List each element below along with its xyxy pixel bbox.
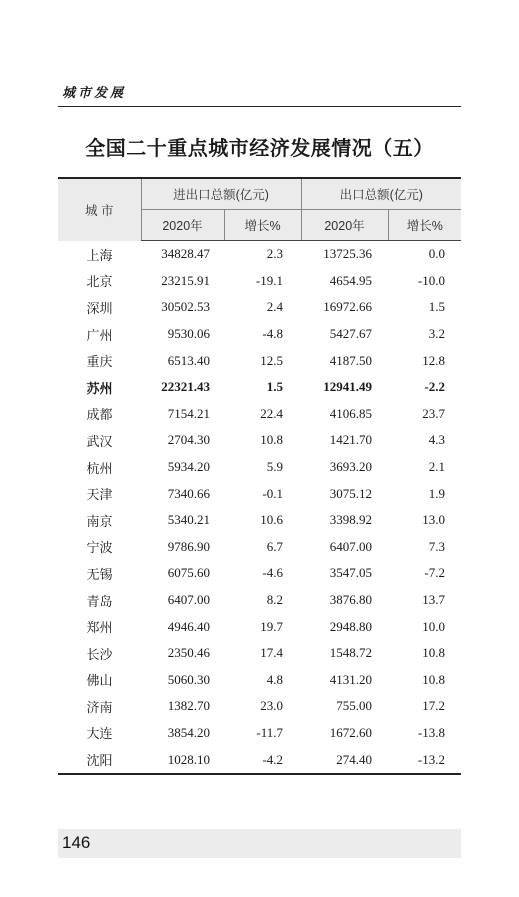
total-growth-cell: 4.8 [266,671,283,687]
total-growth-cell: 6.7 [266,538,283,554]
table-row [58,667,461,694]
total-trade-cell: 2350.46 [167,645,210,661]
city-cell: 天津 [86,488,113,504]
total-growth-cell: 10.6 [260,512,283,528]
table-row [58,268,461,295]
total-growth-cell: 19.7 [260,618,283,634]
export-growth-cell: 7.3 [428,538,445,554]
table-row [58,401,461,428]
total-growth-cell: -4.8 [262,326,283,342]
total-growth-cell: -4.6 [262,565,283,581]
export-cell: 5427.67 [329,326,372,342]
export-growth-cell: 10.0 [422,618,445,634]
total-growth-cell: 23.0 [260,698,283,714]
table-row [58,693,461,720]
table-row [58,480,461,507]
export-cell: 4187.50 [329,352,372,368]
total-growth-cell: 2.3 [266,246,283,262]
export-cell: 4106.85 [329,405,372,421]
page-number: 146 [62,833,91,852]
city-cell: 重庆 [86,355,113,371]
city-cell: 大连 [86,727,113,743]
city-cell: 北京 [86,275,113,291]
total-trade-cell: 22321.43 [161,379,210,395]
total-trade-cell: 6075.60 [167,565,210,581]
city-cell: 杭州 [86,461,113,477]
total-growth-cell: 8.2 [266,592,283,608]
city-cell: 广州 [86,328,113,344]
export-growth-cell: 1.5 [428,299,445,315]
table-row [58,507,461,534]
table-body [58,241,461,774]
total-trade-cell: 7340.66 [167,485,210,501]
total-trade-cell: 7154.21 [167,405,210,421]
total-trade-cell: 9530.06 [167,326,210,342]
table-row [58,587,461,614]
city-cell: 济南 [86,700,113,716]
city-cell: 长沙 [86,647,113,663]
footer-bar [58,829,461,858]
table-row [58,347,461,374]
export-cell: 3398.92 [329,512,372,528]
total-trade-cell: 3854.20 [167,724,210,740]
city-cell: 青岛 [86,594,113,610]
city-cell: 郑州 [86,621,113,637]
total-growth-cell: -19.1 [255,272,283,288]
total-growth-cell: 17.4 [260,645,283,661]
export-growth-cell: 17.2 [422,698,445,714]
table-row [58,640,461,667]
export-growth-cell: -13.2 [388,746,461,774]
table-row [58,241,461,268]
export-growth-cell: 2.1 [428,459,445,475]
table-row [58,534,461,561]
header-rule [58,106,461,107]
total-trade-cell: 5060.30 [167,671,210,687]
total-growth-cell: 10.8 [260,432,283,448]
export-cell: 6407.00 [329,538,372,554]
table-row [58,294,461,321]
total-trade-cell: 6513.40 [167,352,210,368]
export-growth-cell: 13.7 [422,592,445,608]
table-row [58,560,461,587]
table-row [58,374,461,401]
total-trade-cell: 5934.20 [167,459,210,475]
city-cell: 佛山 [86,674,113,690]
total-growth-cell: -11.7 [256,724,283,740]
total-growth-header: 增长% [224,210,301,241]
total-growth-cell: 22.4 [260,405,283,421]
export-growth-cell: 10.8 [422,645,445,661]
city-cell: 无锡 [86,567,113,583]
total-trade-cell: 6407.00 [167,592,210,608]
export-group-header: 出口总额(亿元) [301,178,461,210]
export-growth-cell: 1.9 [428,485,445,501]
total-growth-cell: -4.2 [224,746,301,774]
export-cell: 1421.70 [329,432,372,448]
export-growth-cell: -13.8 [417,724,445,740]
total-growth-cell: 5.9 [266,459,283,475]
total-trade-cell: 30502.53 [161,299,210,315]
city-trade-table [58,177,461,775]
export-cell: 4654.95 [329,272,372,288]
export-growth-cell: 3.2 [428,326,445,342]
export-cell: 2948.80 [329,618,372,634]
city-cell: 成都 [86,408,113,424]
total-trade-cell: 5340.21 [167,512,210,528]
city-cell: 宁波 [86,541,113,557]
export-cell: 3075.12 [329,485,372,501]
page-title: 全国二十重点城市经济发展情况（五） [85,136,434,160]
city-cell: 苏州 [86,381,113,397]
city-cell: 沈阳 [58,746,141,774]
export-growth-cell: -7.2 [424,565,445,581]
export-growth-cell: 12.8 [422,352,445,368]
export-growth-cell: 0.0 [428,246,445,262]
export-cell: 4131.20 [329,671,372,687]
table-row [58,746,461,774]
total-trade-cell: 4946.40 [167,618,210,634]
city-column-header: 城 市 [58,178,141,241]
table-row [58,321,461,348]
total-growth-cell: -0.1 [262,485,283,501]
export-cell: 755.00 [336,698,372,714]
total-trade-cell: 34828.47 [161,246,210,262]
table-row [58,427,461,454]
export-cell: 16972.66 [323,299,372,315]
total-trade-cell: 9786.90 [167,538,210,554]
table-row [58,613,461,640]
total-trade-cell: 2704.30 [167,432,210,448]
export-cell: 13725.36 [323,246,372,262]
table-row [58,454,461,481]
section-label: 城市发展 [62,86,127,101]
export-growth-cell: 23.7 [422,405,445,421]
table-row [58,720,461,747]
export-growth-cell: -2.2 [424,379,445,395]
total-trade-cell: 1382.70 [167,698,210,714]
total-year-header: 2020年 [141,210,224,241]
total-growth-cell: 2.4 [266,299,283,315]
total-growth-cell: 1.5 [266,379,283,395]
export-cell: 3876.80 [329,592,372,608]
export-cell: 274.40 [301,746,388,774]
export-growth-cell: 10.8 [422,671,445,687]
export-year-header: 2020年 [301,210,388,241]
export-cell: 1548.72 [329,645,372,661]
export-cell: 3547.05 [329,565,372,581]
total-trade-cell: 1028.10 [141,746,224,774]
export-cell: 3693.20 [329,459,372,475]
export-growth-header: 增长% [388,210,461,241]
city-cell: 上海 [86,248,113,264]
city-cell: 深圳 [86,301,113,317]
total-trade-group-header: 进出口总额(亿元) [141,178,301,210]
export-growth-cell: -10.0 [417,272,445,288]
city-cell: 武汉 [86,434,113,450]
export-growth-cell: 13.0 [422,512,445,528]
export-cell: 1672.60 [329,724,372,740]
city-cell: 南京 [86,514,113,530]
export-growth-cell: 4.3 [428,432,445,448]
total-trade-cell: 23215.91 [161,272,210,288]
total-growth-cell: 12.5 [260,352,283,368]
export-cell: 12941.49 [323,379,372,395]
